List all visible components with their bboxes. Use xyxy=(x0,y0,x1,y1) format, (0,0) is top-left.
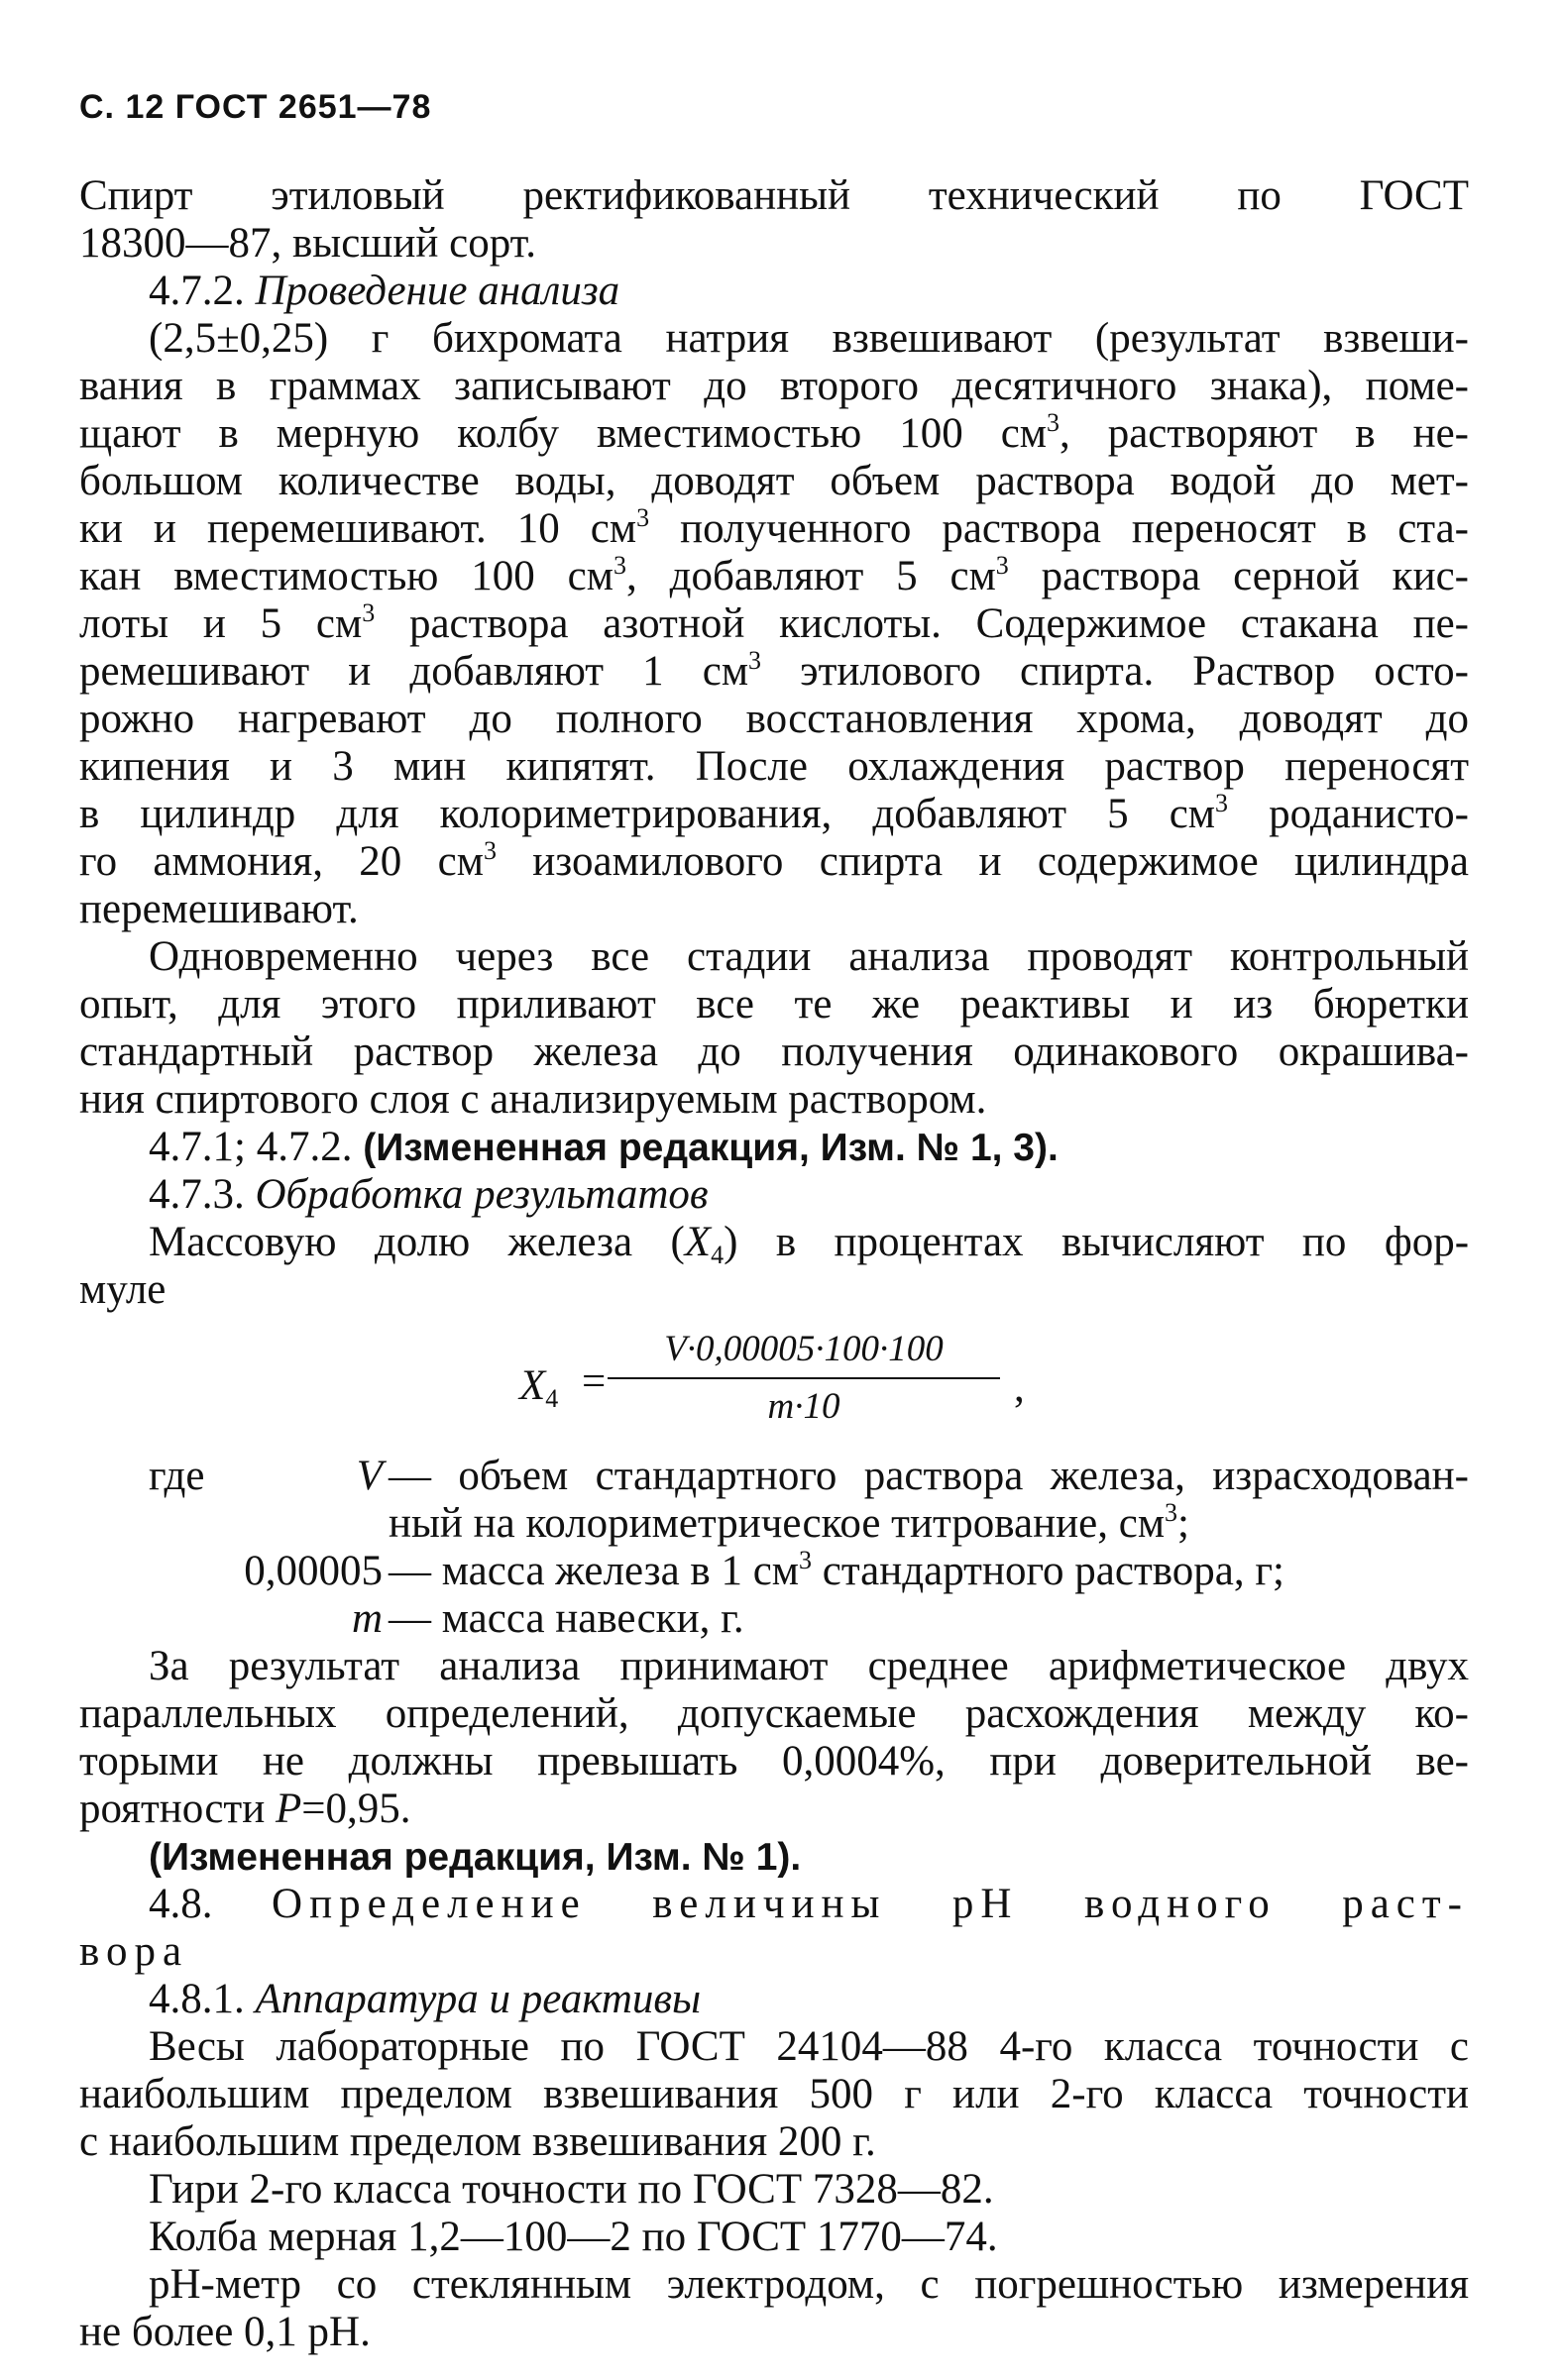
section-title: Обработка результатов xyxy=(255,1171,709,1218)
where-definition: ный на колориметрическое титрование, $см^3$; xyxy=(389,1498,1189,1547)
text-line: Весы лабораторные по ГОСТ 24104—88 4-го класса точности с xyxy=(149,2023,1469,2070)
formula-denominator: m·10 xyxy=(767,1386,840,1427)
text-line: pH-метр со стеклянным электродом, с погрешностью измерения xyxy=(149,2261,1469,2308)
where-line xyxy=(79,1500,1469,1548)
text-line: Одновременно через все стадии анализа проводят контрольный xyxy=(149,933,1469,980)
text-line: не более 0,1 pH. xyxy=(79,2309,371,2355)
where-line xyxy=(79,1453,1469,1500)
where-line xyxy=(79,1548,1469,1595)
amendment-bold: (Измененная редакция, Изм. № 1, 3). xyxy=(363,1127,1059,1169)
section-heading: вора xyxy=(79,1928,189,1975)
section-title: Определение величины pH водного раст- xyxy=(272,1881,1469,1927)
formula-lhs: $X_4$ xyxy=(519,1362,559,1413)
text-line: щают в мерную колбу вместимостью 100 $см^3$, растворяют в не- xyxy=(79,408,1469,457)
amendment-note: 4.7.1; 4.7.2. (Измененная редакция, Изм. № 1, 3). xyxy=(149,1124,1059,1170)
section-heading: 4.7.3. Обработка результатов xyxy=(149,1171,709,1218)
section-title: Проведение анализа xyxy=(255,268,620,314)
text-line: торыми не должны превышать 0,0004%, при доверительной ве- xyxy=(79,1738,1469,1785)
where-term: V xyxy=(356,1453,383,1499)
text-line: ки и перемешивают. 10 $см^3$ полученного раствора переносят в ста- xyxy=(79,503,1469,552)
text-line: 18300—87, высший сорт. xyxy=(79,220,536,267)
where-word: где xyxy=(149,1453,205,1499)
text-line: стандартный раствор железа до получения одинакового окрашива- xyxy=(79,1028,1469,1075)
text-line: в цилиндр для колориметрирования, добавляют 5 $см^3$ роданисто- xyxy=(79,789,1469,837)
text-line: кан вместимостью 100 $см^3$, добавляют 5 $см^3$ раствора серной кис- xyxy=(79,551,1469,599)
section-heading: 4.7.2. Проведение анализа xyxy=(149,268,620,314)
text-line: го аммония, 20 $см^3$ изоамилового спирта и содержимое цилиндра xyxy=(79,836,1469,885)
section-heading: 4.8. Определение величины pH водного раст- xyxy=(149,1881,1469,1927)
text-line: За результат анализа принимают среднее арифметическое двух xyxy=(149,1643,1469,1689)
section-title: Аппаратура и реактивы xyxy=(255,1976,702,2022)
text-line: Колба мерная 1,2—100—2 по ГОСТ 1770—74. xyxy=(149,2214,998,2260)
formula xyxy=(79,1314,1469,1453)
text-line: Гири 2-го класса точности по ГОСТ 7328—82. xyxy=(149,2166,994,2213)
section-heading: 4.8.1. Аппаратура и реактивы xyxy=(149,1976,702,2022)
text-line: кипения и 3 мин кипятят. После охлаждения раствор переносят xyxy=(79,743,1469,790)
text-line: параллельных определений, допускаемые расхождения между ко- xyxy=(79,1690,1469,1737)
where-line xyxy=(79,1595,1469,1643)
text-line: рожно нагревают до полного восстановления хрома, доводят до xyxy=(79,696,1469,742)
text-line: большом количестве воды, доводят объем раствора водой до мет- xyxy=(79,458,1469,504)
amendment-note: (Измененная редакция, Изм. № 1). xyxy=(149,1836,802,1879)
formula-equals: = xyxy=(582,1358,607,1405)
fraction-bar xyxy=(608,1377,1000,1379)
text-line: Массовую долю железа $(X_4)$ в процентах вычисляют по фор- xyxy=(149,1219,1470,1269)
where-definition: — объем стандартного раствора железа, израсходован- xyxy=(389,1453,1469,1499)
text-line: ремешивают и добавляют 1 $см^3$ этилового спирта. Раствор осто- xyxy=(79,646,1469,695)
text-line: муле xyxy=(79,1266,167,1313)
document-page xyxy=(79,87,1469,2356)
text-line: лоты и 5 $см^3$ раствора азотной кислоты. Содержимое стакана пе- xyxy=(79,598,1469,647)
where-definition: — масса железа в 1 $см^3$ стандартного раствора, г; xyxy=(389,1546,1284,1594)
where-definition: — масса навески, г. xyxy=(389,1595,744,1642)
text-line: Спирт этиловый ректификованный технический по ГОСТ xyxy=(79,172,1469,219)
text-line: с наибольшим пределом взвешивания 200 г. xyxy=(79,2118,876,2165)
text-line: перемешивают. xyxy=(79,886,359,932)
text-line: вания в граммах записывают до второго десятичного знака), поме- xyxy=(79,363,1469,409)
formula-comma: , xyxy=(1014,1364,1025,1411)
text-line: наибольшим пределом взвешивания 500 г или 2-го класса точности xyxy=(79,2071,1469,2117)
text-line: роятности P=0,95. xyxy=(79,1785,411,1832)
text-line: (2,5±0,25) г бихромата натрия взвешивают (результат взвеши- xyxy=(149,315,1469,362)
where-term: 0,00005 xyxy=(244,1548,383,1594)
text-line: ния спиртового слоя с анализируемым раствором. xyxy=(79,1076,987,1123)
page-header: С. 12 ГОСТ 2651—78 xyxy=(79,88,432,126)
text-line: опыт, для этого приливают все те же реактивы и из бюретки xyxy=(79,981,1469,1028)
formula-numerator: V·0,00005·100·100 xyxy=(664,1329,944,1369)
where-term: m xyxy=(351,1595,383,1642)
